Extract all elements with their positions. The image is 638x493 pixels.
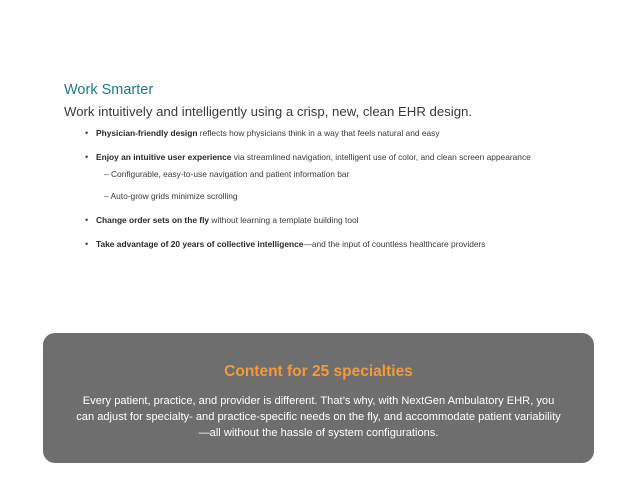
list-item [82, 239, 552, 250]
bullet-text: without learning a template building tool [209, 215, 359, 225]
sub-list-item: – Auto-grow grids minimize scrolling [104, 191, 238, 201]
panel-body: Every patient, practice, and provider is different. That’s why, with NextGen Ambulatory EHR, you can adjust for specialty- and practice-specific needs on the fly, and accommodate patient variability—all without the hassle of system configurations. [76, 395, 561, 439]
bullet-text: via streamlined navigation, intelligent use of color, and clean screen appearance [231, 152, 531, 162]
panel-title: Content for 25 specialties [224, 363, 413, 380]
bullet-bold: Take advantage of 20 years of collective intelligence [96, 239, 304, 249]
bullet-bold: Enjoy an intuitive user experience [96, 152, 232, 162]
feature-list [82, 128, 552, 263]
bullet-text: —and the input of countless healthcare providers [303, 239, 486, 249]
callout-panel [43, 333, 594, 463]
bullet-bold: Change order sets on the fly [96, 215, 210, 225]
section-subheading: Work intuitively and intelligently using a crisp, new, clean EHR design. [64, 104, 473, 119]
section-heading: Work Smarter [64, 82, 154, 98]
bullet-bold: Physician-friendly design [96, 128, 198, 138]
list-item [82, 152, 552, 202]
sub-list-item: – Configurable, easy-to-use navigation and patient information bar [104, 169, 350, 179]
sub-list [96, 169, 552, 202]
list-item [82, 215, 552, 226]
list-item [82, 128, 552, 139]
bullet-text: reflects how physicians think in a way that feels natural and easy [197, 128, 440, 138]
